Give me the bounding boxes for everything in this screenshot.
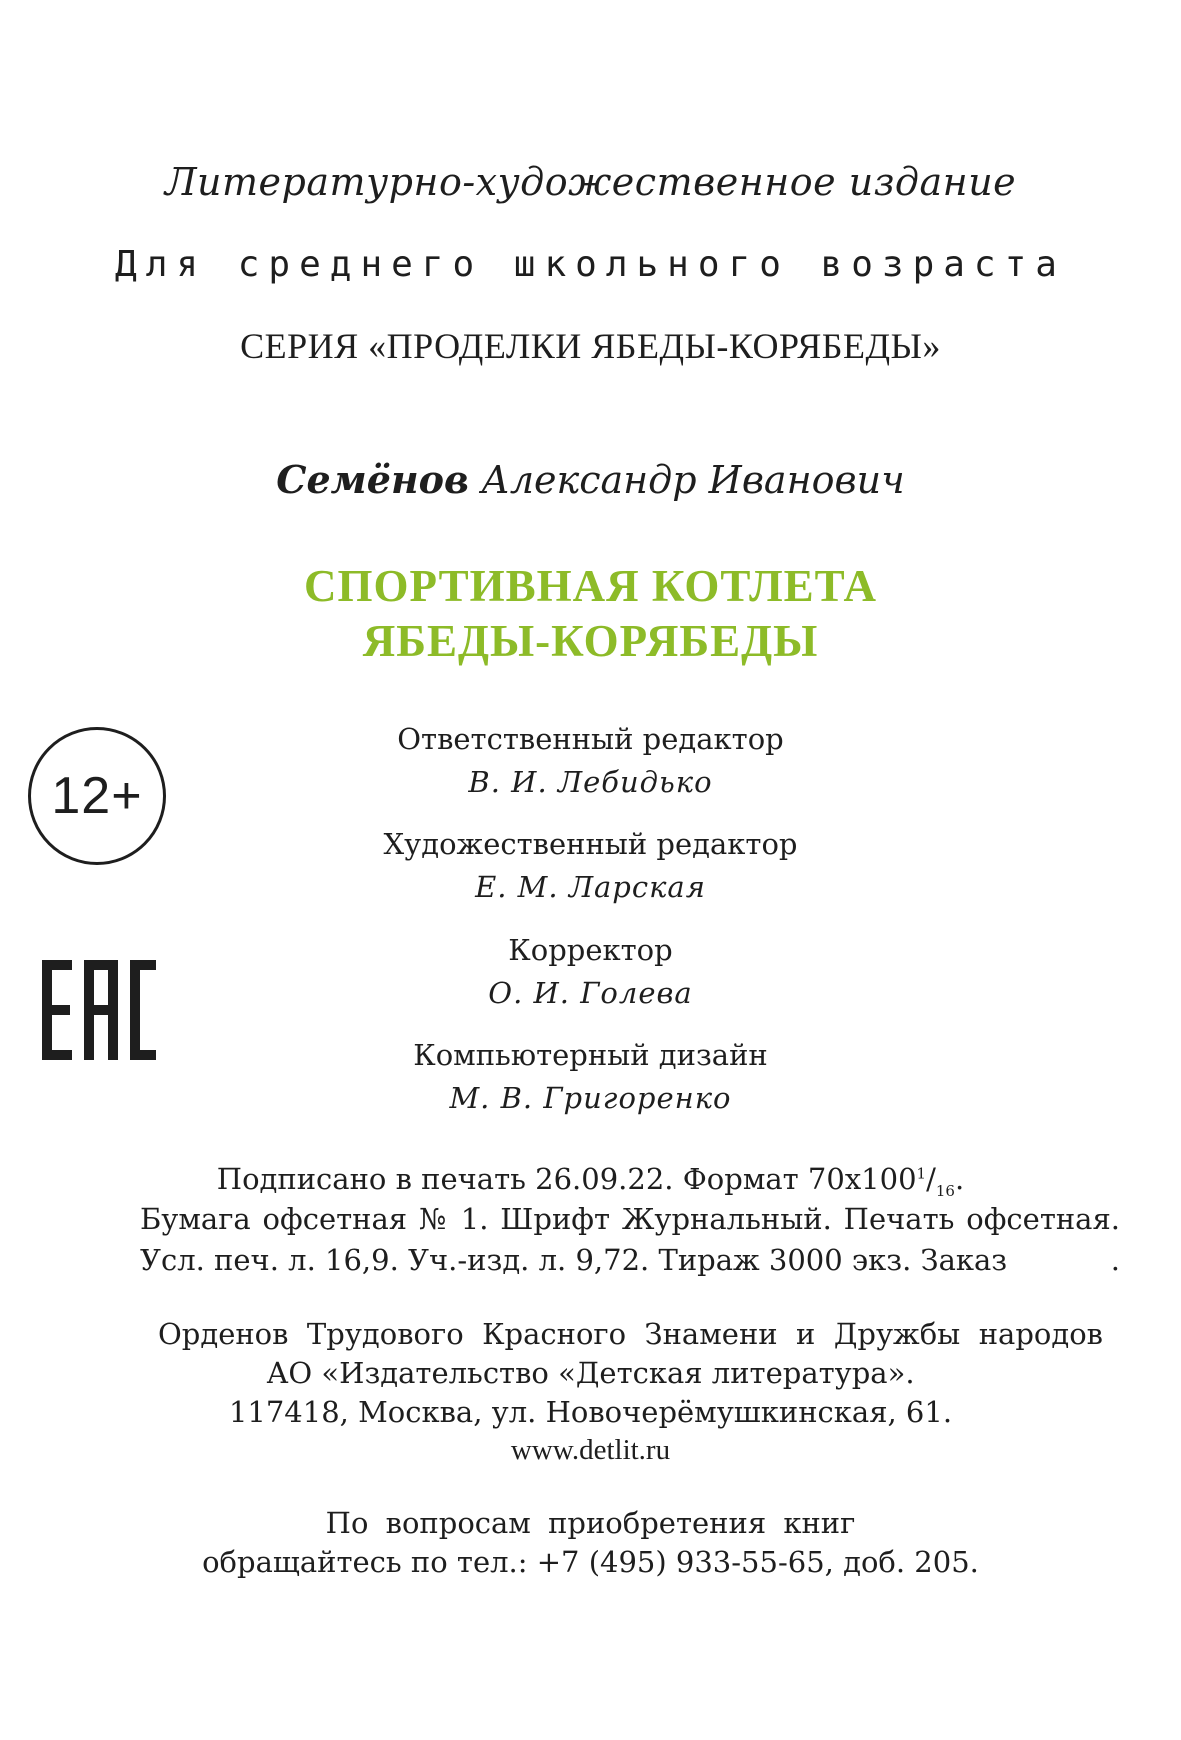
credit-name: О. И. Голева xyxy=(488,976,693,1010)
contact-intro: По вопросам приобретения книг xyxy=(325,1506,856,1540)
credit-role: Корректор xyxy=(508,933,673,967)
eac-icon xyxy=(42,960,156,1060)
imprint-print-run-text: Усл. печ. л. 16,9. Уч.-изд. л. 9,72. Тираж 3000 экз. Заказ xyxy=(140,1243,1008,1277)
series-title: СЕРИЯ «ПРОДЕЛКИ ЯБЕДЫ-КОРЯБЕДЫ» xyxy=(240,326,941,366)
imprint-signed-format xyxy=(0,1162,1181,1200)
author-given-names: Александр Иванович xyxy=(468,458,905,502)
publisher-orders: Орденов Трудового Красного Знамени и Дружбы народов xyxy=(158,1317,1103,1351)
format-slash: / xyxy=(926,1162,936,1196)
publisher-address: 117418, Москва, ул. Новочерёмушкинская, 61. xyxy=(228,1395,953,1429)
age-rating-text: 12+ xyxy=(51,767,143,825)
credit-name: М. В. Григоренко xyxy=(449,1081,732,1115)
credit-name: Е. М. Ларская xyxy=(475,870,706,904)
author-surname: Семёнов xyxy=(276,457,469,502)
imprint-signed-text: Подписано в печать 26.09.22. Формат 70x100 xyxy=(216,1162,917,1196)
contact-phone: обращайтесь по тел.: +7 (495) 933-55-65, доб. 205. xyxy=(202,1545,979,1579)
credit-role: Художественный редактор xyxy=(383,827,798,861)
credit-role: Компьютерный дизайн xyxy=(413,1038,768,1072)
format-denominator: 16 xyxy=(935,1181,955,1200)
imprint-print-run xyxy=(140,1243,1120,1277)
imprint-paper-font: Бумага офсетная № 1. Шрифт Журнальный. Печать офсетная. xyxy=(140,1202,1120,1236)
age-group: Для среднего школьного возраста xyxy=(115,244,1066,285)
publisher-name: АО «Издательство «Детская литература». xyxy=(266,1356,915,1390)
credit-name: В. И. Лебидько xyxy=(468,765,713,799)
author-name xyxy=(0,457,1181,502)
credit-role: Ответственный редактор xyxy=(397,722,784,756)
edition-type: Литературно-художественное издание xyxy=(164,160,1017,204)
age-rating-badge xyxy=(28,727,166,865)
book-title-line-2: ЯБЕДЫ-КОРЯБЕДЫ xyxy=(362,616,819,666)
format-period: . xyxy=(954,1162,965,1196)
book-title-line-1: СПОРТИВНАЯ КОТЛЕТА xyxy=(304,561,877,611)
imprint-order-period: . xyxy=(1110,1243,1120,1277)
publisher-website: www.detlit.ru xyxy=(510,1434,671,1466)
format-numerator: 1 xyxy=(916,1164,927,1183)
